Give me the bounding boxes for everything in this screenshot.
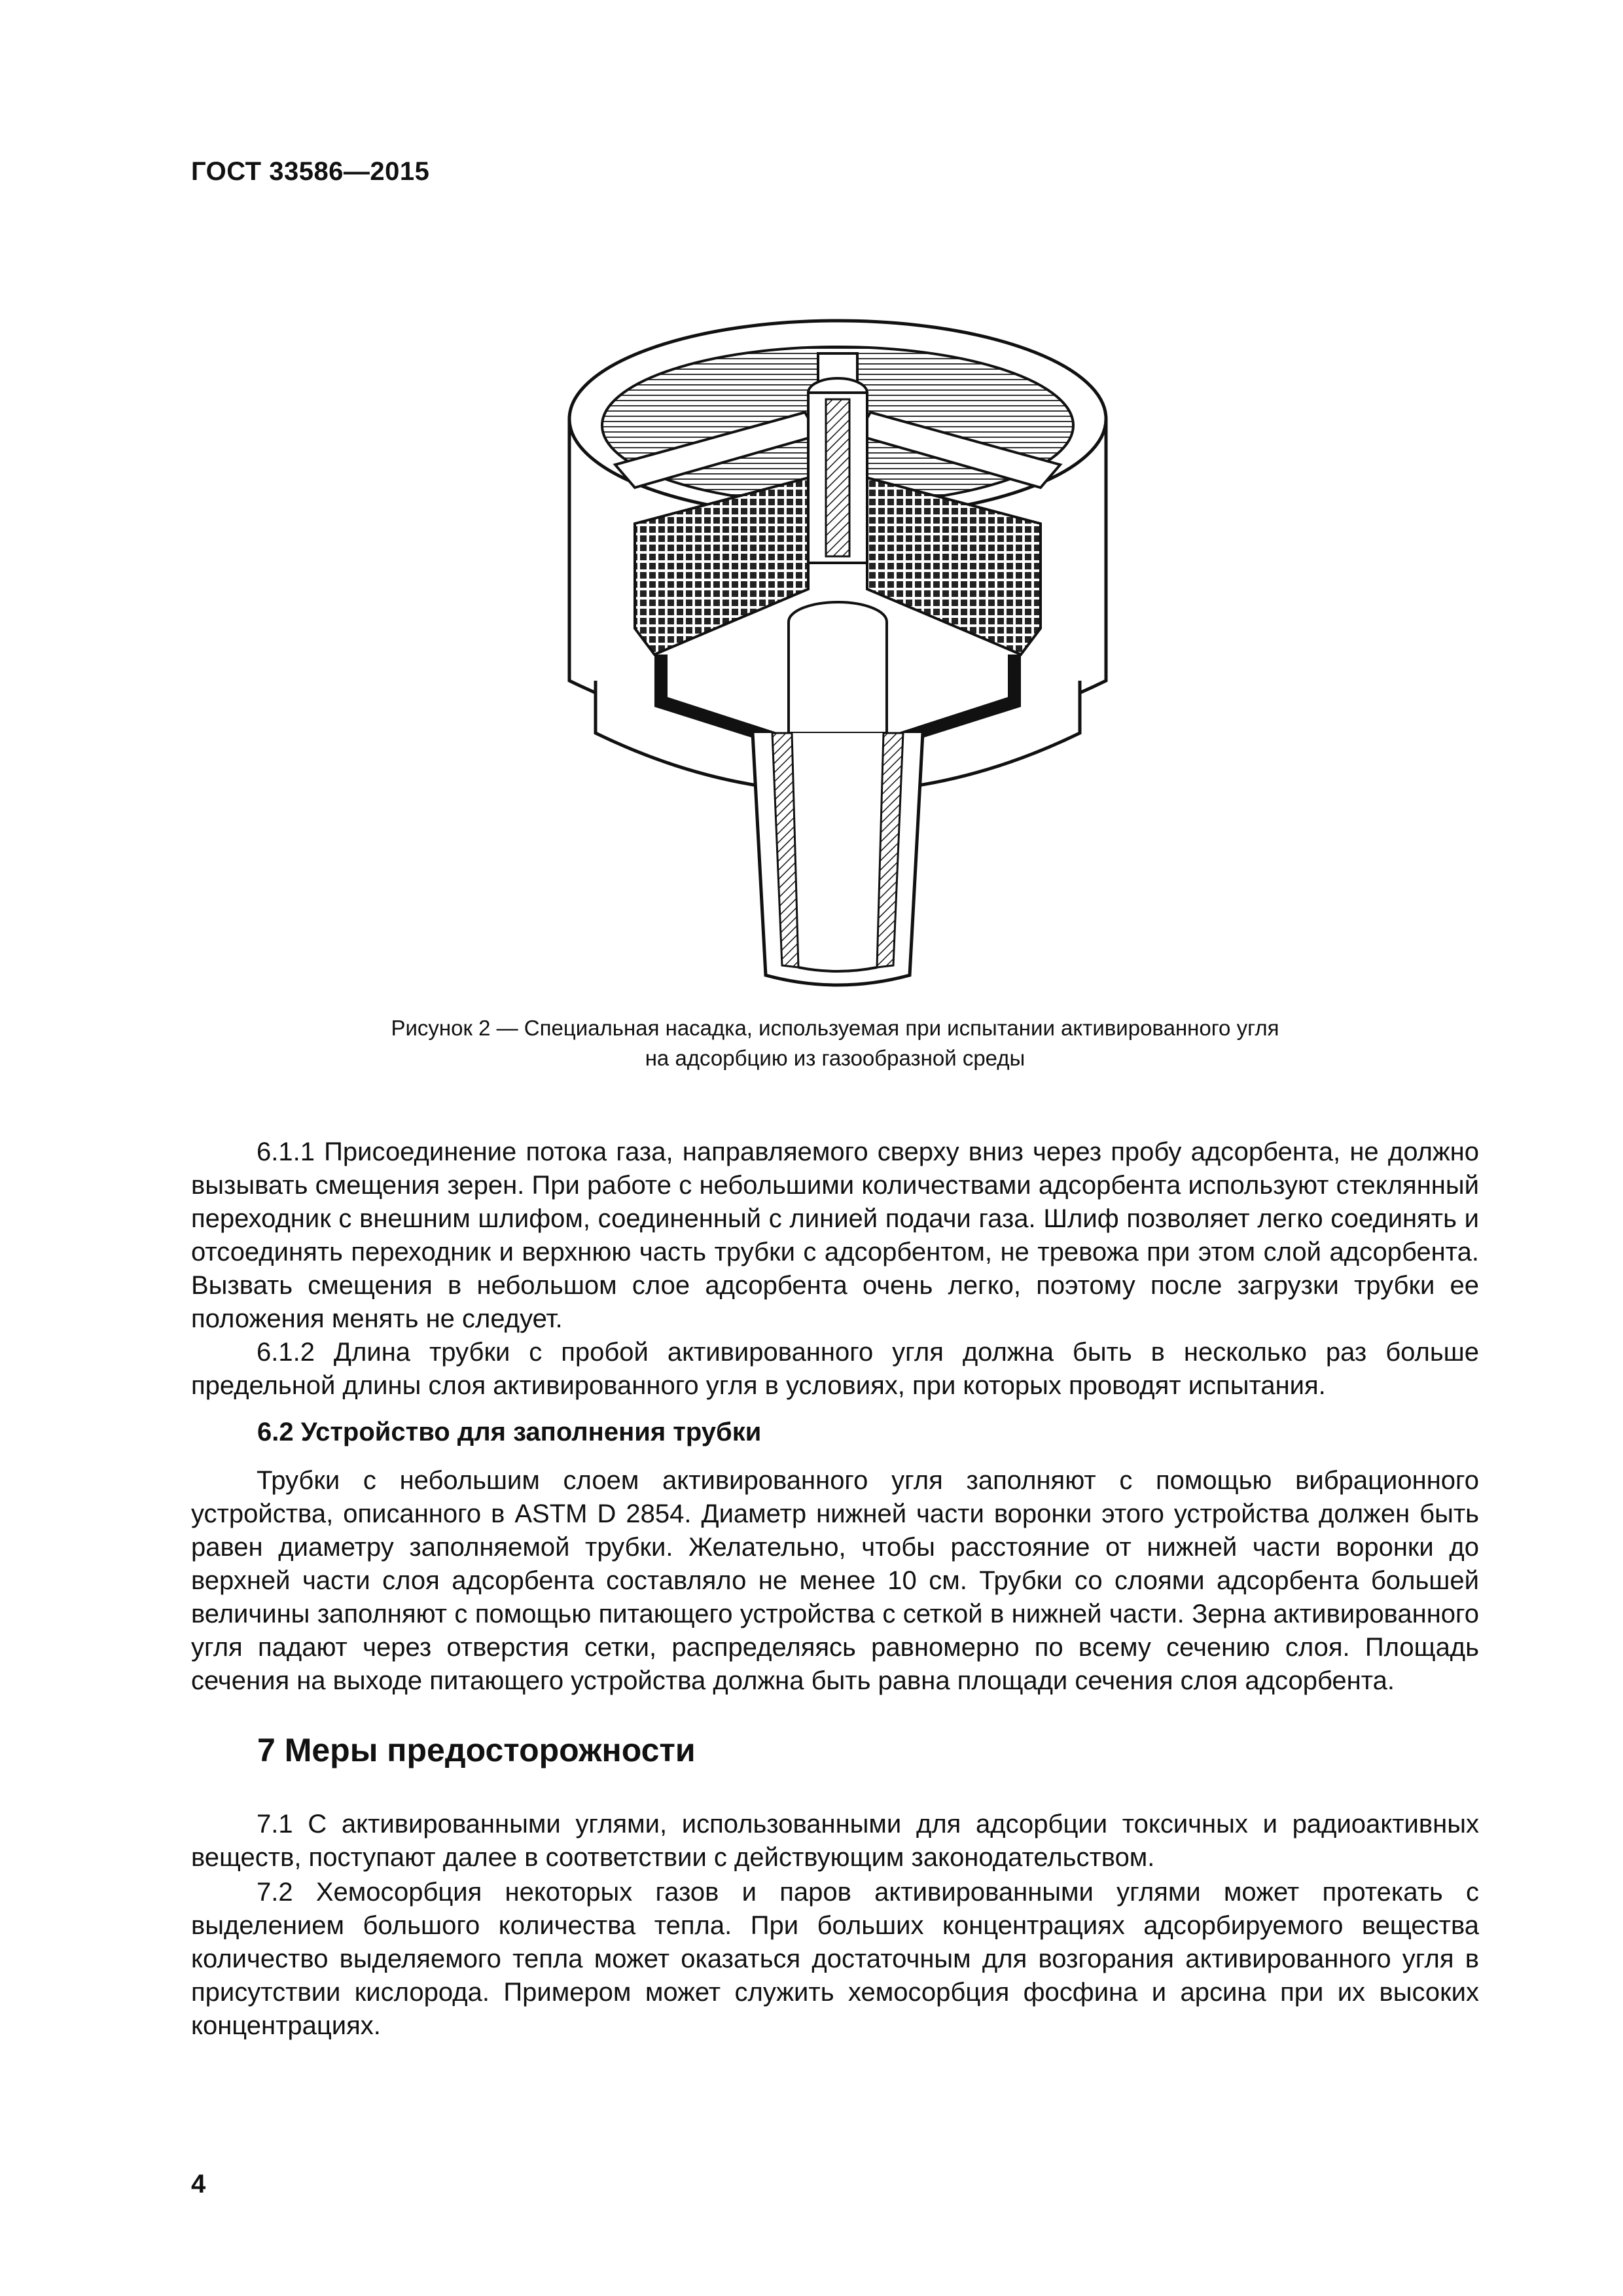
paragraph-6-1-1-text: 6.1.1 Присоединение потока газа, направляемого сверху вниз через пробу адсорбента, не должно вызывать смещения зерен. При работе с небольшими количествами адсорбента используют стеклянный переходник с внешним шлифом, соединенный с линией подачи газа. Шлиф позволяет легко соединять и отсоединять переходник и верхнюю часть трубки с адсорбентом, не тревожа при этом слой адсорбента. Вызвать смещения в небольшом слое адсорбента очень легко, поэтому после загрузки трубки ее положения менять не следует.: [191, 1138, 1479, 1333]
paragraph-7-2-text: 7.2 Хемосорбция некоторых газов и паров активированными углями может протекать с выделением большого количества тепла. При больших концентрациях адсорбируемого вещества количество выделяемого тепла может оказаться достаточным для возгорания активированного угля в присутствии кислорода. Примером может служить хемосорбция фосфина и арсина при их высоких концентрациях.: [191, 1878, 1479, 2040]
figure-caption: [191, 1013, 1479, 1073]
subsection-heading-6-2: 6.2 Устройство для заполнения трубки: [257, 1418, 762, 1446]
document-code: ГОСТ 33586—2015: [191, 157, 430, 186]
figure-2-drawing: [556, 314, 1119, 988]
figure-caption-line-2: на адсорбцию из газообразной среды: [645, 1046, 1026, 1070]
paragraph-6-1-2-text: 6.1.2 Длина трубки с пробой активированного угля должна быть в несколько раз больше предельной длины слоя активированного угля в условиях, при которых проводят испытания.: [191, 1338, 1479, 1400]
paragraph-6-2: [191, 1464, 1479, 1698]
page-number: 4: [191, 2170, 206, 2198]
figure-caption-line-1: Рисунок 2 — Специальная насадка, используемая при испытании активированного угля: [391, 1016, 1279, 1040]
paragraph-7-1-text: 7.1 С активированными углями, использованными для адсорбции токсичных и радиоактивных веществ, поступают далее в соответствии с действующим законодательством.: [191, 1810, 1479, 1872]
section-heading-7: 7 Меры предосторожности: [257, 1732, 696, 1768]
paragraph-6-1-2: [191, 1336, 1479, 1403]
paragraph-7-1: [191, 1808, 1479, 1874]
paragraph-6-1-1: [191, 1136, 1479, 1336]
paragraph-6-2-text: Трубки с небольшим слоем активированного угля заполняют с помощью вибрационного устройства, описанного в ASTM D 2854. Диаметр нижней части воронки этого устройства должен быть равен диаметру заполняемой трубки. Желательно, чтобы расстояние от нижней части воронки до верхней части слоя адсорбента составляло не менее 10 см. Трубки со слоями адсорбента большей величины заполняют с помощью питающего устройства с сеткой в нижней части. Зерна активированного угля падают через отверстия сетки, распределяясь равномерно по всему сечению слоя. Площадь сечения на выходе питающего устройства должна быть равна площади сечения слоя адсорбента.: [191, 1466, 1479, 1695]
paragraph-7-2: [191, 1876, 1479, 2043]
adsorption-nozzle-icon: [556, 314, 1119, 988]
